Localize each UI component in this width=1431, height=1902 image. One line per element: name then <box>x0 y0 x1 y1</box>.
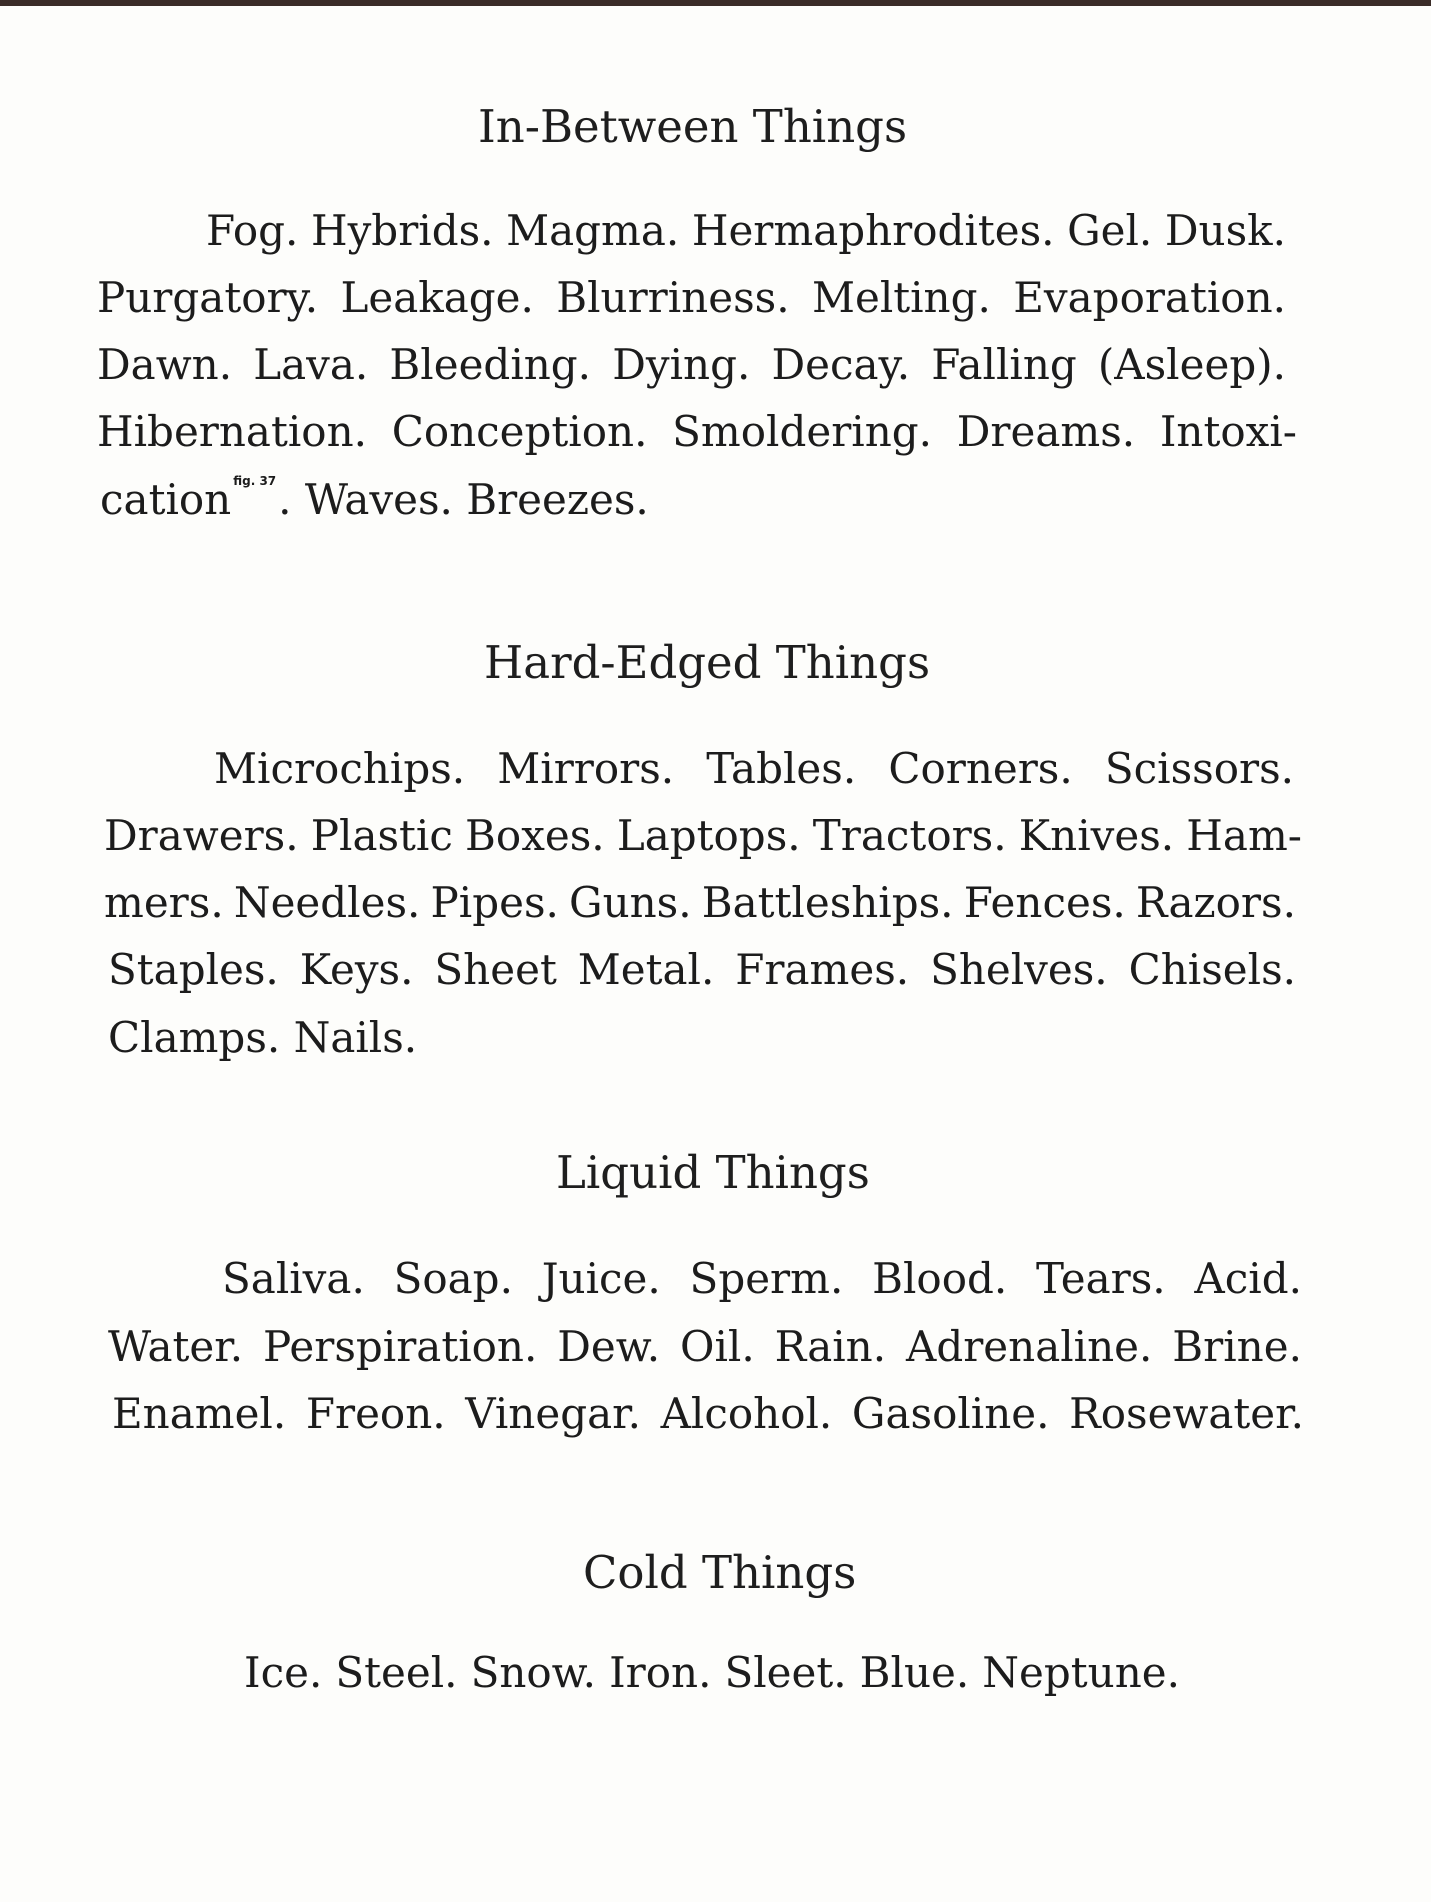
word: Battleships. <box>701 878 954 927</box>
word: Metal. <box>577 945 715 994</box>
word: Steel. <box>335 1648 458 1697</box>
word: Dawn. <box>97 340 233 389</box>
line-text: . Waves. Breezes. <box>278 475 649 524</box>
body-line <box>104 811 1302 860</box>
word: Corners. <box>888 744 1073 793</box>
word: Smoldering. <box>672 407 932 456</box>
word: Hermaphrodites. <box>691 206 1055 255</box>
word: Plastic <box>310 811 453 860</box>
body-line <box>112 1389 1304 1438</box>
word: Rain. <box>774 1322 887 1371</box>
word: Juice. <box>541 1254 661 1303</box>
word: Needles. <box>233 878 421 927</box>
word: Brine. <box>1172 1322 1302 1371</box>
word: Chisels. <box>1128 945 1296 994</box>
word: Hibernation. <box>97 407 367 456</box>
word: Pipes. <box>430 878 559 927</box>
word: Falling <box>931 340 1077 389</box>
word: Snow. <box>470 1648 597 1697</box>
word: Lava. <box>253 340 369 389</box>
word: Dying. <box>612 340 751 389</box>
word: Acid. <box>1194 1254 1302 1303</box>
line-text: cation <box>100 475 232 524</box>
body-line: Clamps. Nails. <box>108 1013 418 1062</box>
section-heading-cold: Cold Things <box>583 1546 857 1599</box>
section-heading-hard-edged: Hard-Edged Things <box>484 636 931 689</box>
section-heading-in-between: In-Between Things <box>478 100 908 153</box>
figure-reference: fig. 37 <box>233 474 277 488</box>
word: Perspiration. <box>263 1322 538 1371</box>
word: Fog. <box>206 206 299 255</box>
word: Intoxi- <box>1159 407 1297 456</box>
word: Knives. <box>1018 811 1175 860</box>
word: Dreams. <box>956 407 1136 456</box>
body-line <box>222 1254 1302 1303</box>
section-heading-liquid: Liquid Things <box>556 1146 870 1199</box>
word: Dew. <box>557 1322 661 1371</box>
body-line <box>97 407 1297 456</box>
body-line <box>97 340 1286 389</box>
body-line <box>100 474 649 524</box>
word: Laptops. <box>616 811 801 860</box>
word: Scissors. <box>1104 744 1294 793</box>
word: Enamel. <box>112 1389 287 1438</box>
word: mers. <box>104 878 224 927</box>
body-line <box>214 744 1294 793</box>
word: Evaporation. <box>1013 273 1286 322</box>
word: Decay. <box>771 340 911 389</box>
word: Iron. <box>609 1648 712 1697</box>
word: Hybrids. <box>310 206 494 255</box>
word: Razors. <box>1135 878 1296 927</box>
body-line <box>97 273 1286 322</box>
word: Keys. <box>299 945 414 994</box>
word: Soap. <box>393 1254 513 1303</box>
word: Tractors. <box>812 811 1007 860</box>
word: Leakage. <box>340 273 534 322</box>
word: Magma. <box>506 206 680 255</box>
word: Tables. <box>706 744 857 793</box>
word: Sleet. <box>724 1648 847 1697</box>
word: Dusk. <box>1164 206 1286 255</box>
word: Oil. <box>680 1322 755 1371</box>
word: Frames. <box>735 945 910 994</box>
body-line <box>206 206 1286 255</box>
word: Boxes. <box>465 811 605 860</box>
word: Blue. <box>859 1648 970 1697</box>
word: Water. <box>108 1322 244 1371</box>
word: Blurriness. <box>556 273 790 322</box>
word: Ice. <box>244 1648 323 1697</box>
word: Staples. <box>108 945 279 994</box>
word: Blood. <box>872 1254 1008 1303</box>
word: Mirrors. <box>497 744 675 793</box>
body-line <box>108 945 1296 994</box>
body-line <box>104 878 1296 927</box>
word: Shelves. <box>930 945 1108 994</box>
word: Adrenaline. <box>906 1322 1153 1371</box>
word: Purgatory. <box>97 273 319 322</box>
word: Sheet <box>434 945 557 994</box>
word: Rosewater. <box>1069 1389 1304 1438</box>
word: Conception. <box>391 407 648 456</box>
word: Gel. <box>1067 206 1153 255</box>
word: Sperm. <box>689 1254 844 1303</box>
word: Microchips. <box>214 744 466 793</box>
word: Freon. <box>305 1389 446 1438</box>
word: Vinegar. <box>465 1389 641 1438</box>
word: Melting. <box>811 273 991 322</box>
word: Tears. <box>1036 1254 1166 1303</box>
word: Ham- <box>1186 811 1302 860</box>
word: Bleeding. <box>389 340 592 389</box>
body-line <box>244 1648 1180 1697</box>
word: Neptune. <box>982 1648 1180 1697</box>
word: (Asleep). <box>1097 340 1286 389</box>
word: Saliva. <box>222 1254 365 1303</box>
body-line <box>108 1322 1302 1371</box>
word: Drawers. <box>104 811 299 860</box>
word: Gasoline. <box>851 1389 1050 1438</box>
word: Fences. <box>963 878 1126 927</box>
word: Alcohol. <box>660 1389 833 1438</box>
word: Guns. <box>569 878 692 927</box>
